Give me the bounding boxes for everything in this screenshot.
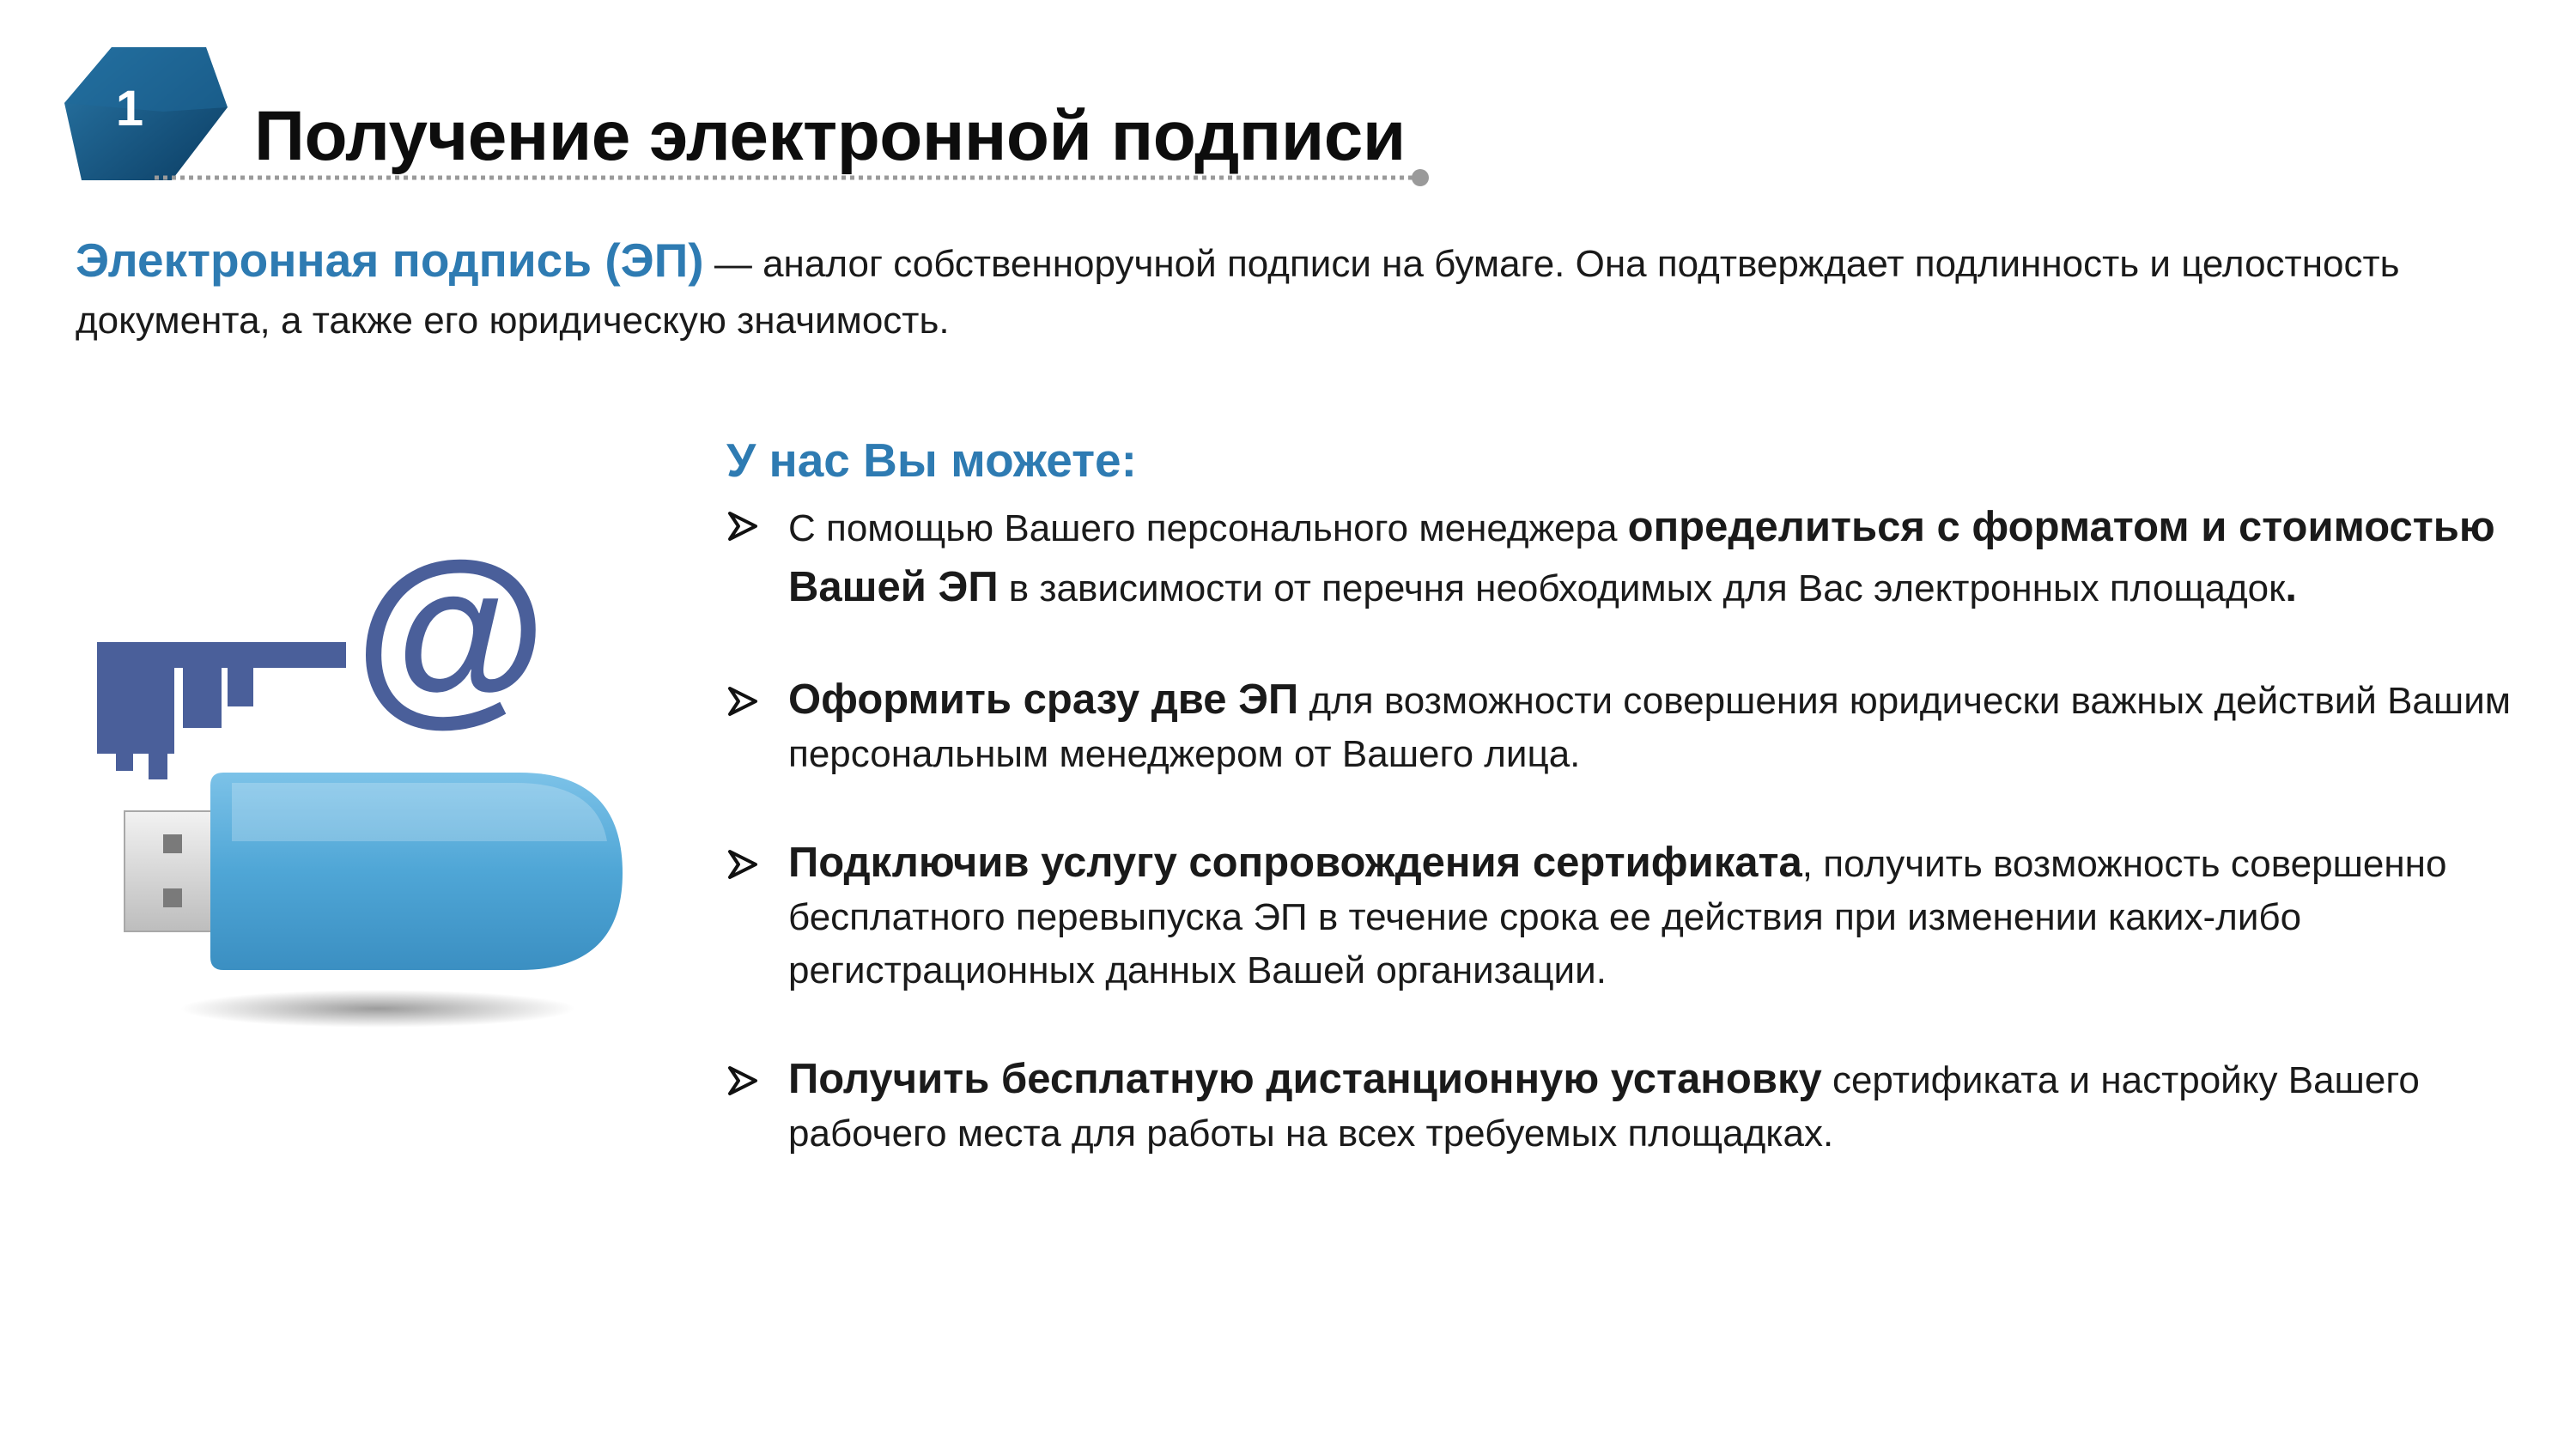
item-bold-text: Оформить сразу две ЭП [788,676,1299,723]
list-item [726,1052,2538,1161]
usb-key-at-sign-icon [82,558,648,1039]
list-item [726,673,2538,781]
arrow-bullet-icon [726,848,759,881]
intro-term: Электронная подпись (ЭП) [76,233,704,287]
item-text: для возможности совершения юридически важных действий Вашим персональным менеджером от Вашего лица. [788,680,2512,775]
list-item [726,836,2538,997]
badge-number: 1 [115,80,144,136]
services-heading: У нас Вы можете: [726,433,1137,487]
item-text: сертификата и настройку Вашего рабочего места для работы на всех требуемых площадках. [788,1059,2420,1155]
page-title: Получение электронной подписи [254,97,1406,175]
intro-text: — аналог собственноручной подписи на бумаге. Она подтверждает подлинность и целостность документа, а также его юридическую значимость. [76,243,2400,342]
item-bold-end: . [2285,564,2298,610]
item-text: в зависимости от перечня необходимых для Вас электронных площадок [998,567,2286,609]
list-item [726,498,2538,618]
services-list [726,498,2538,1216]
arrow-bullet-icon [726,685,759,718]
intro-paragraph [76,232,2531,349]
arrow-bullet-icon [726,510,759,543]
item-text: , получить возможность совершенно бесплатного перевыпуска ЭП в течение срока ее действия при изменении каких-либо регистрационных данных Вашей организации. [788,843,2447,991]
item-bold-text: определиться с форматом и стоимостью Вашей ЭП [788,504,2495,610]
item-text: С помощью Вашего персонального менеджера [788,507,1628,549]
arrow-bullet-icon [726,1064,759,1097]
svg-text:@: @ [354,558,548,742]
item-bold-text: Подключив услугу сопровождения сертификата [788,840,1802,886]
title-dotted-underline [155,167,1434,188]
item-bold-text: Получить бесплатную дистанционную установку [788,1056,1822,1102]
